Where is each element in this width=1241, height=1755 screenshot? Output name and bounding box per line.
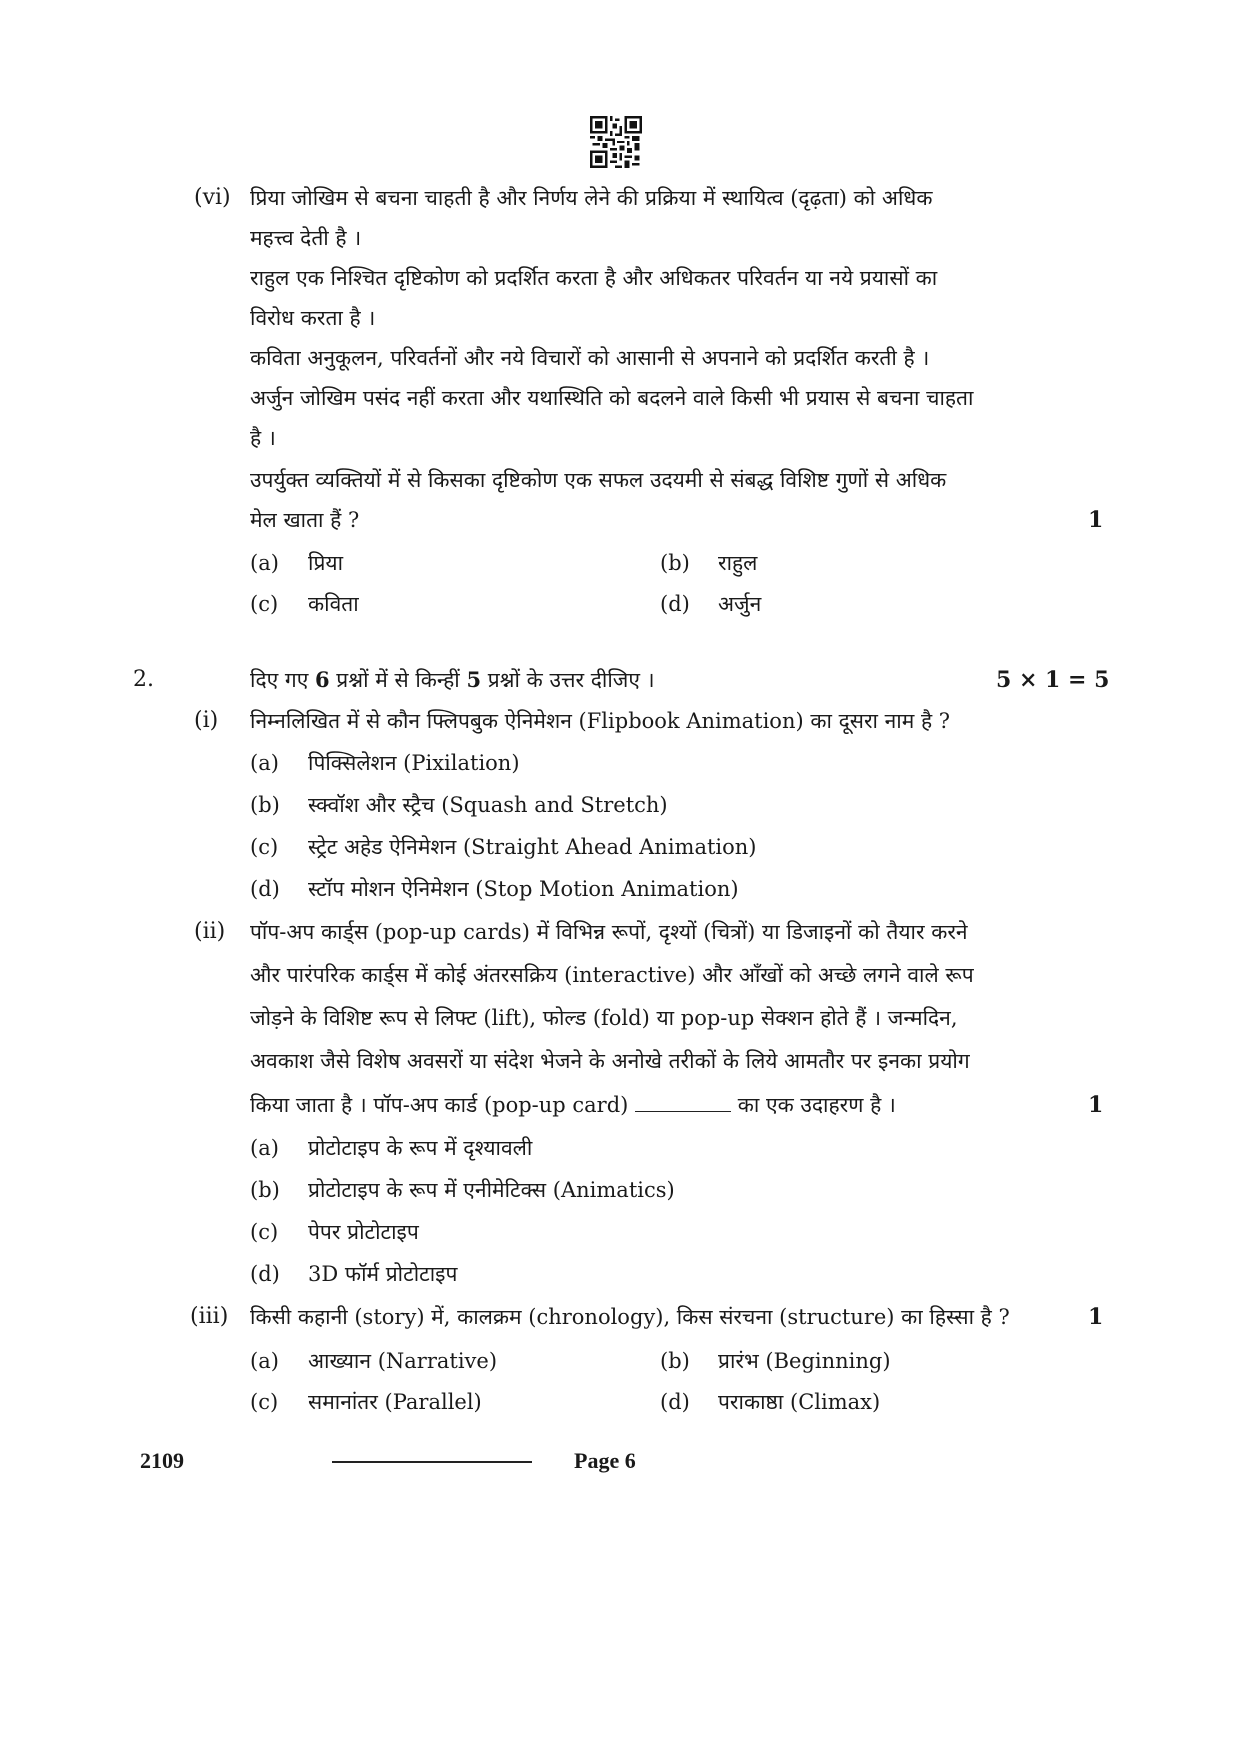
qr-code xyxy=(590,116,642,168)
q1-vi-option-a-label: (a) xyxy=(250,551,279,575)
q2-ii-marks: 1 xyxy=(1088,1092,1104,1118)
paper-code: 2109 xyxy=(140,1448,184,1473)
q2-marks: 5 × 1 = 5 xyxy=(996,667,1110,693)
q2-iii-option-c-label: (c) xyxy=(250,1390,279,1414)
q2-i-option-d: स्टॉप मोशन ऐनिमेशन (Stop Motion Animation) xyxy=(308,877,739,901)
q2-ii-option-d-label: (d) xyxy=(250,1262,280,1286)
q1-vi-line-3: राहुल एक निश्चित दृष्टिकोण को प्रदर्शित करता है और अधिकतर परिवर्तन या नये प्रयासों का xyxy=(250,266,938,290)
q2-number: 2. xyxy=(133,667,154,692)
q2-i-option-a: पिक्सिलेशन (Pixilation) xyxy=(308,751,520,775)
q1-vi-line-4: विरोध करता है । xyxy=(250,306,376,330)
q2-i-option-b-label: (b) xyxy=(250,793,280,817)
q2-ii-line-3: जोड़ने के विशिष्ट रूप से लिफ्ट (lift), फोल्ड (fold) या pop-up सेक्शन होते हैं । जन्मदिन, xyxy=(250,1006,958,1030)
q2-i-option-c: स्ट्रेट अहेड ऐनिमेशन (Straight Ahead Animation) xyxy=(308,835,757,859)
q2-iii-option-b-label: (b) xyxy=(660,1349,690,1373)
q2-i-option-a-label: (a) xyxy=(250,751,279,775)
q2-ii-line-2: और पारंपरिक कार्ड्स में कोई अंतरसक्रिय (interactive) और आँखों को अच्छे लगने वाले रूप xyxy=(250,963,974,987)
q2-iii-option-d: पराकाष्ठा (Climax) xyxy=(718,1390,881,1414)
q2-ii-option-b: प्रोटोटाइप के रूप में एनीमेटिक्स (Animatics) xyxy=(308,1178,675,1202)
fill-in-blank xyxy=(635,1093,731,1112)
q1-vi-line-7: है । xyxy=(250,426,276,450)
q1-vi-option-b: राहुल xyxy=(718,551,758,575)
q2-instruction: दिए गए 6 प्रश्नों में से किन्हीं 5 प्रश्नों के उत्तर दीजिए । xyxy=(250,667,655,692)
q1-vi-option-c: कविता xyxy=(308,592,359,616)
q2-ii-option-c-label: (c) xyxy=(250,1220,279,1244)
q2-ii-option-d: 3D फॉर्म प्रोटोटाइप xyxy=(308,1262,458,1286)
q2-ii-line-5: किया जाता है । पॉप-अप कार्ड (pop-up card) का एक उदाहरण है । xyxy=(250,1093,896,1117)
q2-i-option-c-label: (c) xyxy=(250,835,279,859)
q2-i-option-b: स्क्वॉश और स्ट्रैच (Squash and Stretch) xyxy=(308,793,668,817)
q2-ii-option-c: पेपर प्रोटोटाइप xyxy=(308,1220,419,1244)
q2-iii-marks: 1 xyxy=(1088,1304,1104,1330)
footer-divider xyxy=(332,1461,532,1463)
q1-vi-option-c-label: (c) xyxy=(250,592,279,616)
q2-i-option-d-label: (d) xyxy=(250,877,280,901)
q2-ii-label: (ii) xyxy=(194,919,226,944)
q2-iii-option-c: समानांतर (Parallel) xyxy=(308,1390,482,1414)
q1-vi-option-d: अर्जुन xyxy=(718,592,762,616)
q2-iii-option-b: प्रारंभ (Beginning) xyxy=(718,1349,891,1373)
q2-iii-label: (iii) xyxy=(190,1304,229,1329)
q1-vi-line-6: अर्जुन जोखिम पसंद नहीं करता और यथास्थिति को बदलने वाले किसी भी प्रयास से बचना चाहता xyxy=(250,386,974,410)
q2-i-text: निम्नलिखित में से कौन फ्लिपबुक ऐनिमेशन (Flipbook Animation) का दूसरा नाम है ? xyxy=(250,709,951,733)
q1-vi-label: (vi) xyxy=(194,185,231,210)
q1-vi-option-a: प्रिया xyxy=(308,551,344,575)
q2-ii-option-a-label: (a) xyxy=(250,1136,279,1160)
q2-ii-line-4: अवकाश जैसे विशेष अवसरों या संदेश भेजने के अनोखे तरीकों के लिये आमतौर पर इनका प्रयोग xyxy=(250,1049,970,1073)
q2-iii-option-a: आख्यान (Narrative) xyxy=(308,1349,498,1373)
q1-vi-line-8: उपर्युक्त व्यक्तियों में से किसका दृष्टिकोण एक सफल उदयमी से संबद्ध विशिष्ट गुणों से अधिक xyxy=(250,468,947,492)
q1-vi-line-9: मेल खाता हैं ? xyxy=(250,508,360,532)
q1-vi-line-5: कविता अनुकूलन, परिवर्तनों और नये विचारों को आसानी से अपनाने को प्रदर्शित करती है । xyxy=(250,346,930,370)
q2-ii-option-a: प्रोटोटाइप के रूप में दृश्यावली xyxy=(308,1136,533,1160)
q2-iii-option-a-label: (a) xyxy=(250,1349,279,1373)
q1-vi-option-d-label: (d) xyxy=(660,592,690,616)
q2-ii-option-b-label: (b) xyxy=(250,1178,280,1202)
q2-ii-line-1: पॉप-अप कार्ड्स (pop-up cards) में विभिन्न रूपों, दृश्यों (चित्रों) या डिजाइनों को तैयार करने xyxy=(250,920,968,944)
q1-vi-line-1: प्रिया जोखिम से बचना चाहती है और निर्णय लेने की प्रक्रिया में स्थायित्व (दृढ़ता) को अधिक xyxy=(250,186,933,210)
page-number: Page 6 xyxy=(574,1448,636,1473)
q1-vi-option-b-label: (b) xyxy=(660,551,690,575)
q1-vi-line-2: महत्त्व देती है । xyxy=(250,226,362,250)
q2-i-label: (i) xyxy=(194,708,219,733)
q2-iii-text: किसी कहानी (story) में, कालक्रम (chronology), किस संरचना (structure) का हिस्सा है ? xyxy=(250,1305,1010,1329)
q1-vi-marks: 1 xyxy=(1088,507,1104,533)
q2-iii-option-d-label: (d) xyxy=(660,1390,690,1414)
